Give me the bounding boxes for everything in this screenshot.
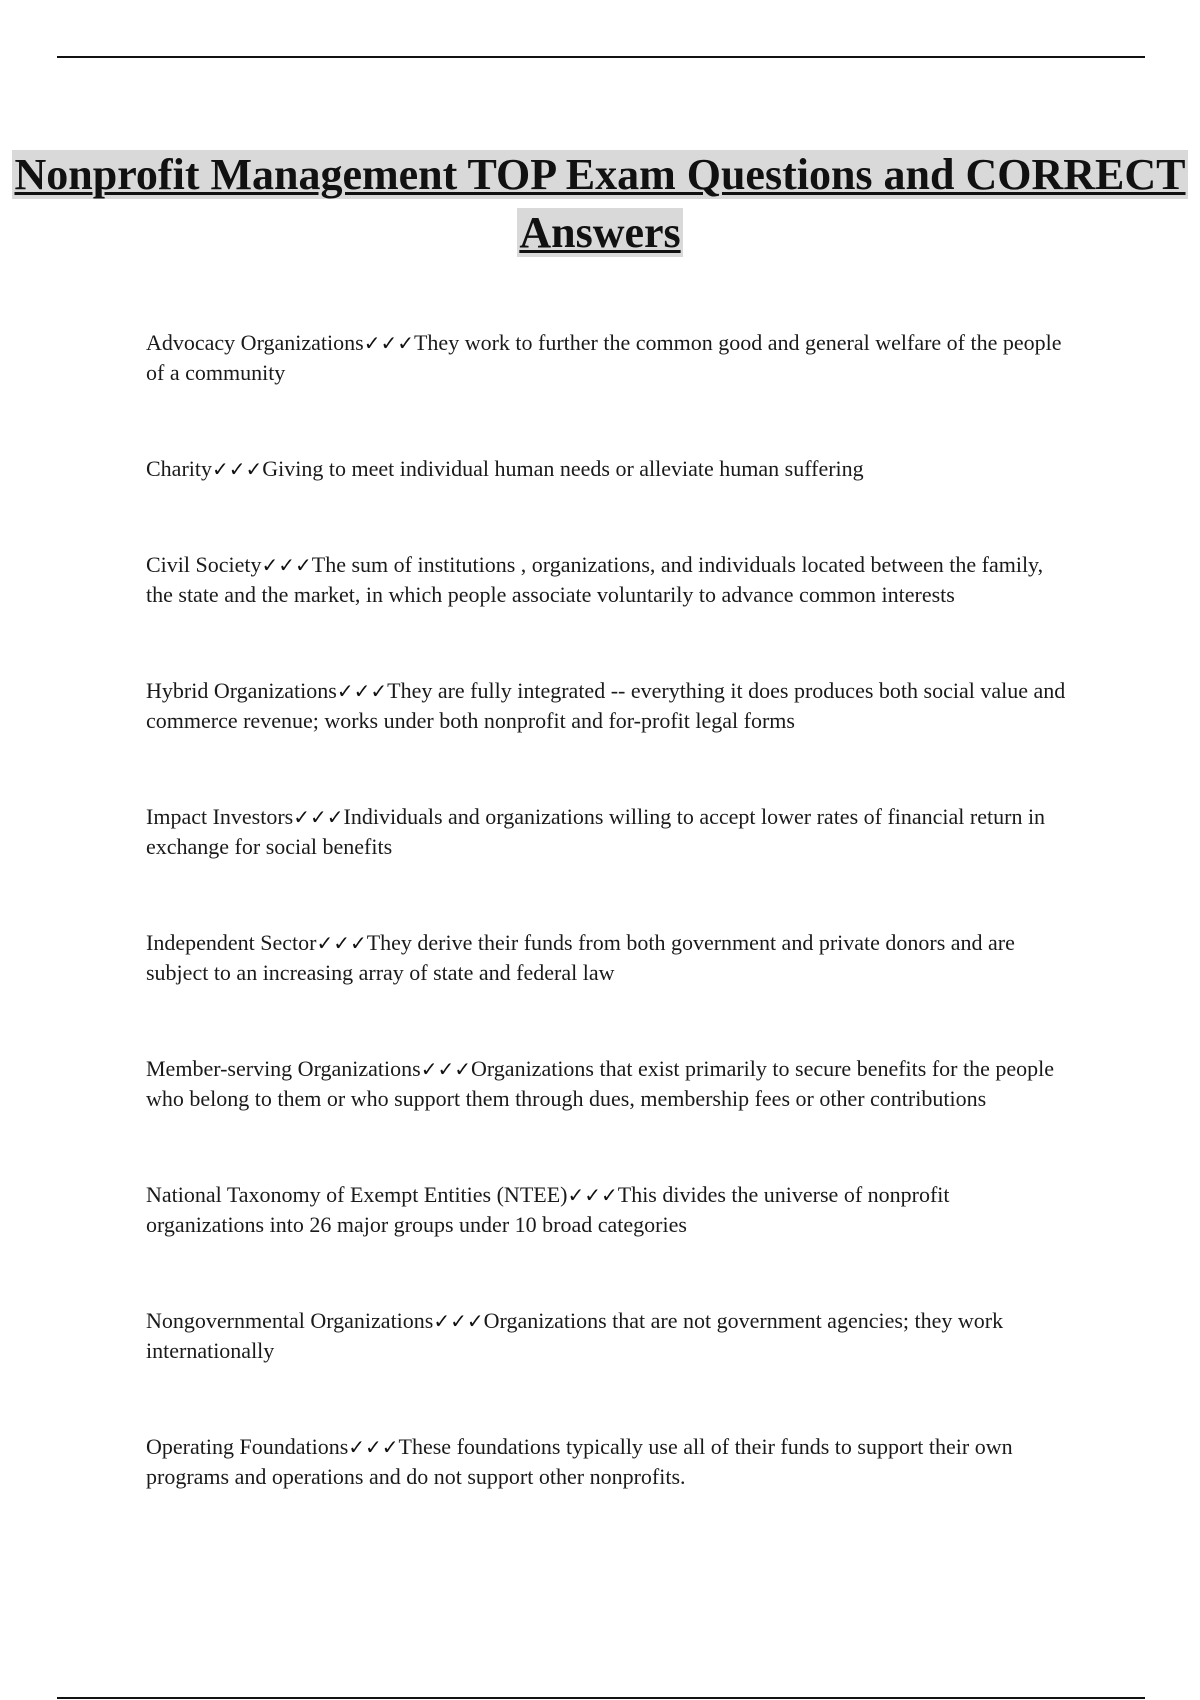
- entry-definition: They work to further the common good and general welfare of the people of a community: [146, 330, 1062, 385]
- entry-term: Impact Investors: [146, 804, 294, 829]
- check-marks-icon: ✓✓✓: [567, 1183, 618, 1207]
- list-item: [146, 1432, 1066, 1492]
- entry-term: Civil Society: [146, 552, 262, 577]
- list-item: [146, 1054, 1066, 1114]
- list-item: [146, 1306, 1066, 1366]
- entry-term: Advocacy Organizations: [146, 330, 364, 355]
- list-item: [146, 328, 1066, 388]
- entry-definition: Individuals and organizations willing to accept lower rates of financial return in exchange for social benefits: [146, 804, 1046, 859]
- top-rule: [57, 56, 1145, 58]
- check-marks-icon: ✓✓✓: [212, 457, 263, 481]
- list-item: [146, 1180, 1066, 1240]
- entry-term: Operating Foundations: [146, 1434, 349, 1459]
- entry-term: Charity: [146, 456, 212, 481]
- document-title: Nonprofit Management TOP Exam Questions and CORRECT Answers: [14, 150, 1186, 257]
- check-marks-icon: ✓✓✓: [316, 931, 367, 955]
- list-item: [146, 454, 1066, 484]
- entry-term: Independent Sector: [146, 930, 317, 955]
- entry-term: Hybrid Organizations: [146, 678, 337, 703]
- check-marks-icon: ✓✓✓: [420, 1057, 471, 1081]
- list-item: [146, 676, 1066, 736]
- check-marks-icon: ✓✓✓: [293, 805, 344, 829]
- check-marks-icon: ✓✓✓: [363, 331, 414, 355]
- entry-definition: These foundations typically use all of their funds to support their own programs and operations and do not support other nonprofits.: [146, 1434, 1013, 1489]
- entry-definition: The sum of institutions , organizations, and individuals located between the family, the state and the market, in which people associate voluntarily to advance common interests: [146, 552, 1044, 607]
- check-marks-icon: ✓✓✓: [433, 1309, 484, 1333]
- entry-definition: This divides the universe of nonprofit organizations into 26 major groups under 10 broad categories: [146, 1182, 950, 1237]
- entry-term: National Taxonomy of Exempt Entities (NTEE): [146, 1182, 568, 1207]
- entry-list: [146, 328, 1066, 1558]
- check-marks-icon: ✓✓✓: [261, 553, 312, 577]
- bottom-rule: [57, 1697, 1145, 1699]
- list-item: [146, 802, 1066, 862]
- entry-definition: Giving to meet individual human needs or alleviate human suffering: [262, 456, 864, 481]
- title-block: [0, 146, 1200, 262]
- entry-definition: Organizations that are not government agencies; they work internationally: [146, 1308, 1004, 1363]
- entry-definition: Organizations that exist primarily to secure benefits for the people who belong to them or who support them through dues, membership fees or other contributions: [146, 1056, 1055, 1111]
- list-item: [146, 550, 1066, 610]
- check-marks-icon: ✓✓✓: [348, 1435, 399, 1459]
- entry-term: Member-serving Organizations: [146, 1056, 421, 1081]
- check-marks-icon: ✓✓✓: [336, 679, 388, 703]
- entry-term: Nongovernmental Organizations: [146, 1308, 434, 1333]
- entry-definition: They are fully integrated -- everything it does produces both social value and commerce revenue; works under both nonprofit and for-profit legal forms: [146, 678, 1066, 733]
- list-item: [146, 928, 1066, 988]
- entry-definition: They derive their funds from both government and private donors and are subject to an increasing array of state and federal law: [146, 930, 1015, 985]
